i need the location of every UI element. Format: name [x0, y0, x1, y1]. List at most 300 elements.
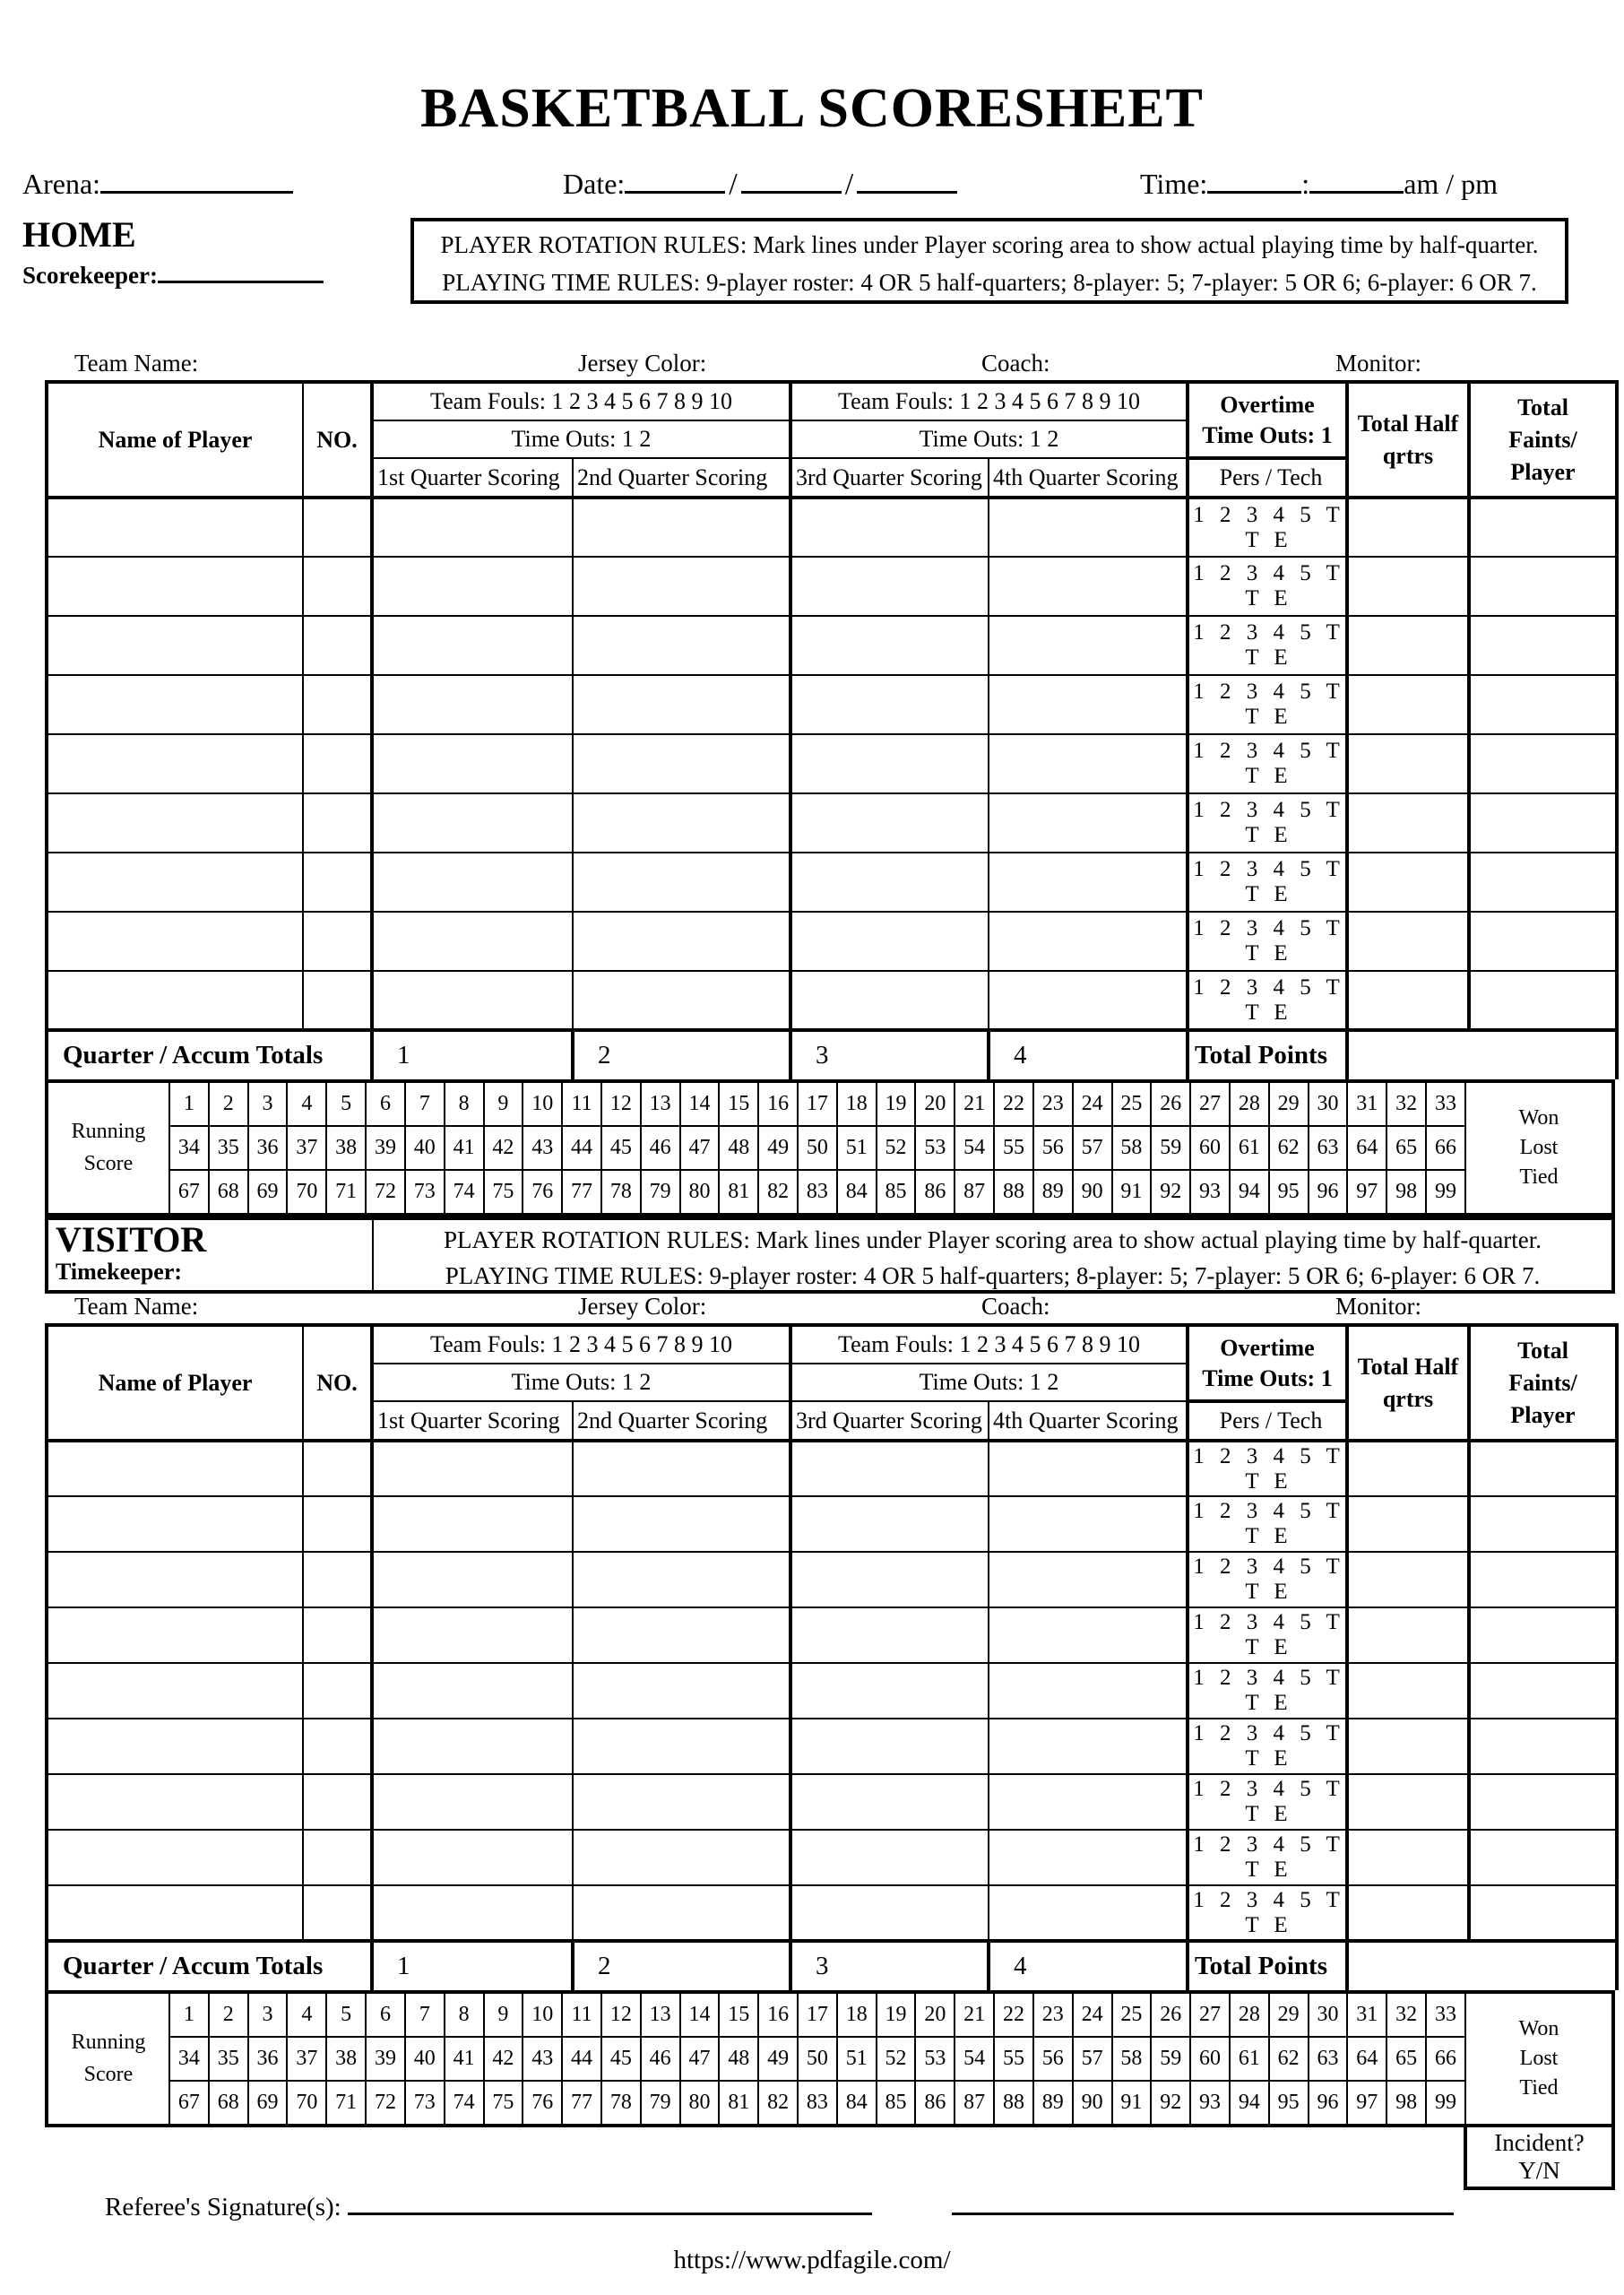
total-faints-cell[interactable] — [1469, 1830, 1617, 1885]
scorekeeper-field — [22, 259, 324, 290]
q1-scoring-header: 1st Quarter Scoring — [372, 458, 573, 498]
total-half-qrtrs-cell[interactable] — [1347, 675, 1469, 734]
q4-scoring-cell[interactable] — [989, 1719, 1188, 1774]
running-score-number: 9 — [484, 1992, 523, 2037]
q1-scoring-cell[interactable] — [372, 1441, 573, 1496]
q1-scoring-cell[interactable] — [372, 1663, 573, 1719]
running-score-number: 59 — [1151, 1126, 1190, 1170]
total-faints-cell[interactable] — [1469, 1441, 1617, 1496]
player-row — [47, 793, 1617, 853]
total-half-qrtrs-cell[interactable] — [1347, 1552, 1469, 1607]
q4-scoring-cell[interactable] — [989, 557, 1188, 616]
q2-scoring-cell[interactable] — [573, 1830, 790, 1885]
running-score-number: 58 — [1112, 2037, 1152, 2081]
time-hour-input[interactable] — [1207, 164, 1301, 194]
running-score-number: 5 — [326, 1992, 366, 2037]
running-score-number: 33 — [1426, 1992, 1465, 2037]
player-number-cell[interactable] — [303, 1885, 372, 1941]
q2-scoring-cell[interactable] — [573, 1552, 790, 1607]
running-score-number: 65 — [1386, 1126, 1426, 1170]
arena-field — [22, 164, 293, 201]
visitor-score-table-block — [45, 1323, 1619, 2190]
running-score-number: 73 — [405, 1170, 445, 1215]
total-faints-cell[interactable] — [1469, 1607, 1617, 1663]
running-score-number: 29 — [1269, 1992, 1309, 2037]
running-score-number: 37 — [287, 1126, 326, 1170]
running-score-number: 76 — [523, 1170, 562, 1215]
q3-scoring-cell[interactable] — [790, 912, 989, 971]
total-half-qrtrs-cell[interactable] — [1347, 734, 1469, 793]
player-number-cell[interactable] — [303, 1496, 372, 1552]
total-faints-player-header: Total Faints/ Player — [1469, 1325, 1617, 1441]
running-score-number: 75 — [484, 1170, 523, 1215]
q3-scoring-cell[interactable] — [790, 1441, 989, 1496]
q3-total-cell[interactable]: 3 — [790, 1941, 989, 1990]
q4-scoring-cell[interactable] — [989, 675, 1188, 734]
player-name-cell[interactable] — [47, 971, 303, 1030]
running-score-number: 89 — [1033, 2081, 1073, 2126]
personal-tech-fouls-scale: 1 2 3 4 5 T T E — [1188, 675, 1347, 734]
running-score-number: 96 — [1309, 2081, 1348, 2126]
date-label: Date: — [563, 168, 626, 200]
q3-scoring-cell[interactable] — [790, 1774, 989, 1830]
rules-line-1: PLAYER ROTATION RULES: Mark lines under Player scoring area to show actual playing time by half-quarter. — [443, 1226, 1542, 1253]
q4-total-cell[interactable]: 4 — [989, 1030, 1188, 1079]
q2-scoring-cell[interactable] — [573, 1719, 790, 1774]
running-score-number: 76 — [523, 2081, 562, 2126]
running-score-number: 63 — [1309, 1126, 1348, 1170]
q3-scoring-cell[interactable] — [790, 1607, 989, 1663]
q1-scoring-cell[interactable] — [372, 1607, 573, 1663]
total-half-qrtrs-cell[interactable] — [1347, 616, 1469, 675]
q3-scoring-cell[interactable] — [790, 1885, 989, 1941]
player-number-cell[interactable] — [303, 1830, 372, 1885]
running-score-number: 55 — [994, 1126, 1033, 1170]
q2-total-cell[interactable]: 2 — [573, 1941, 790, 1990]
running-score-number: 64 — [1347, 2037, 1386, 2081]
player-name-cell[interactable] — [47, 675, 303, 734]
running-score-number: 93 — [1190, 2081, 1230, 2126]
running-score-number: 70 — [287, 2081, 326, 2126]
q3-scoring-cell[interactable] — [790, 1496, 989, 1552]
q2-scoring-header: 2nd Quarter Scoring — [573, 458, 790, 498]
arena-input[interactable] — [100, 164, 293, 194]
running-score-number: 98 — [1386, 1170, 1426, 1215]
player-number-cell[interactable] — [303, 1663, 372, 1719]
running-score-number: 31 — [1347, 1081, 1386, 1126]
player-number-cell[interactable] — [303, 793, 372, 853]
rules-box — [410, 218, 1568, 304]
total-half-qrtrs-cell[interactable] — [1347, 1607, 1469, 1663]
q4-scoring-cell[interactable] — [989, 853, 1188, 912]
total-faints-cell[interactable] — [1469, 971, 1617, 1030]
running-score-number: 42 — [484, 2037, 523, 2081]
pdfagile-url-link[interactable]: https://www.pdfagile.com/ — [673, 2246, 951, 2274]
running-score-number: 60 — [1190, 1126, 1230, 1170]
q2-scoring-cell[interactable] — [573, 1663, 790, 1719]
total-faints-cell[interactable] — [1469, 1885, 1617, 1941]
running-score-number: 83 — [798, 2081, 837, 2126]
player-row — [47, 971, 1617, 1030]
player-number-cell[interactable] — [303, 1441, 372, 1496]
running-score-number: 86 — [915, 2081, 955, 2126]
running-score-number: 17 — [798, 1081, 837, 1126]
running-score-number: 22 — [994, 1992, 1033, 2037]
total-half-qrtrs-cell[interactable] — [1347, 1885, 1469, 1941]
running-score-row — [47, 1081, 1613, 1126]
time-minute-input[interactable] — [1309, 164, 1404, 194]
total-faints-cell[interactable] — [1469, 616, 1617, 675]
running-score-number: 20 — [915, 1992, 955, 2037]
personal-tech-fouls-scale: 1 2 3 4 5 T T E — [1188, 734, 1347, 793]
player-name-cell[interactable] — [47, 793, 303, 853]
running-score-number: 13 — [641, 1992, 680, 2037]
player-number-cell[interactable] — [303, 853, 372, 912]
running-score-number: 91 — [1112, 1170, 1152, 1215]
q1-total-cell[interactable]: 1 — [372, 1941, 573, 1990]
running-score-number: 1 — [169, 1081, 209, 1126]
q3-scoring-cell[interactable] — [790, 1830, 989, 1885]
home-main-table — [45, 380, 1619, 1079]
total-faints-cell[interactable] — [1469, 912, 1617, 971]
player-name-cell[interactable] — [47, 912, 303, 971]
personal-tech-fouls-scale: 1 2 3 4 5 T T E — [1188, 1552, 1347, 1607]
running-score-number: 90 — [1073, 1170, 1112, 1215]
running-score-number: 59 — [1151, 2037, 1190, 2081]
player-number-cell[interactable] — [303, 971, 372, 1030]
referee-signature-input-2[interactable] — [952, 2189, 1454, 2215]
q2-scoring-cell[interactable] — [573, 675, 790, 734]
player-name-cell[interactable] — [47, 1496, 303, 1552]
running-score-number: 68 — [209, 2081, 248, 2126]
q4-scoring-cell[interactable] — [989, 1830, 1188, 1885]
running-score-row — [47, 2037, 1613, 2081]
q1-scoring-cell[interactable] — [372, 1885, 573, 1941]
player-number-cell[interactable] — [303, 912, 372, 971]
player-number-cell[interactable] — [303, 616, 372, 675]
running-score-row — [47, 2081, 1613, 2126]
total-half-qrtrs-cell[interactable] — [1347, 1441, 1469, 1496]
q1-scoring-cell[interactable] — [372, 912, 573, 971]
q1-scoring-cell[interactable] — [372, 557, 573, 616]
total-faints-cell[interactable] — [1469, 498, 1617, 557]
running-score-number: 24 — [1073, 1992, 1112, 2037]
running-score-number: 47 — [680, 1126, 720, 1170]
player-number-cell[interactable] — [303, 498, 372, 557]
running-score-number: 72 — [366, 1170, 405, 1215]
q2-scoring-cell[interactable] — [573, 734, 790, 793]
q3-scoring-cell[interactable] — [790, 675, 989, 734]
running-score-number: 2 — [209, 1081, 248, 1126]
visitor-running-score-table — [45, 1990, 1615, 2127]
player-number-cell[interactable] — [303, 1774, 372, 1830]
q3-scoring-cell[interactable] — [790, 1552, 989, 1607]
date-day-input[interactable] — [741, 164, 842, 194]
q4-scoring-cell[interactable] — [989, 1663, 1188, 1719]
q3-scoring-cell[interactable] — [790, 971, 989, 1030]
q3-scoring-cell[interactable] — [790, 1663, 989, 1719]
scorekeeper-input[interactable] — [158, 259, 324, 283]
personal-tech-fouls-scale: 1 2 3 4 5 T T E — [1188, 498, 1347, 557]
q3-total-cell[interactable]: 3 — [790, 1030, 989, 1079]
player-number-cell[interactable] — [303, 675, 372, 734]
running-score-number: 30 — [1309, 1992, 1348, 2037]
q4-scoring-cell[interactable] — [989, 1441, 1188, 1496]
running-score-number: 56 — [1033, 2037, 1073, 2081]
q4-scoring-cell[interactable] — [989, 1496, 1188, 1552]
total-half-qrtrs-cell[interactable] — [1347, 853, 1469, 912]
player-name-cell[interactable] — [47, 1552, 303, 1607]
running-score-number: 92 — [1151, 1170, 1190, 1215]
total-faints-cell[interactable] — [1469, 1552, 1617, 1607]
incident-box[interactable] — [1464, 2127, 1615, 2190]
running-score-number: 10 — [523, 1992, 562, 2037]
personal-tech-fouls-scale: 1 2 3 4 5 T T E — [1188, 1496, 1347, 1552]
date-month-input[interactable] — [625, 164, 725, 194]
running-score-number: 54 — [955, 1126, 994, 1170]
running-score-number: 78 — [601, 1170, 641, 1215]
q4-scoring-cell[interactable] — [989, 971, 1188, 1030]
q2-scoring-cell[interactable] — [573, 1774, 790, 1830]
timekeeper-label: Timekeeper: — [56, 1259, 183, 1285]
q4-scoring-cell[interactable] — [989, 1885, 1188, 1941]
visitor-running-score-grid — [47, 1992, 1613, 2126]
q2-scoring-cell[interactable] — [573, 557, 790, 616]
running-score-number: 3 — [248, 1992, 288, 2037]
q3-scoring-cell[interactable] — [790, 734, 989, 793]
personal-tech-fouls-scale: 1 2 3 4 5 T T E — [1188, 1885, 1347, 1941]
q4-scoring-cell[interactable] — [989, 498, 1188, 557]
running-score-number: 96 — [1309, 1170, 1348, 1215]
player-number-cell[interactable] — [303, 557, 372, 616]
total-half-qrtrs-cell[interactable] — [1347, 1719, 1469, 1774]
q3-scoring-cell[interactable] — [790, 1719, 989, 1774]
q2-scoring-cell[interactable] — [573, 912, 790, 971]
q1-scoring-cell[interactable] — [372, 853, 573, 912]
player-name-cell[interactable] — [47, 616, 303, 675]
total-faints-cell[interactable] — [1469, 734, 1617, 793]
q2-scoring-cell[interactable] — [573, 616, 790, 675]
running-score-number: 77 — [562, 1170, 601, 1215]
running-score-number: 67 — [169, 1170, 209, 1215]
total-faints-cell[interactable] — [1469, 793, 1617, 853]
running-score-number: 44 — [562, 1126, 601, 1170]
total-half-qrtrs-cell[interactable] — [1347, 971, 1469, 1030]
q2-total-cell[interactable]: 2 — [573, 1030, 790, 1079]
personal-tech-fouls-scale: 1 2 3 4 5 T T E — [1188, 793, 1347, 853]
total-faints-cell[interactable] — [1469, 1496, 1617, 1552]
q1-scoring-cell[interactable] — [372, 1719, 573, 1774]
total-half-qrtrs-cell[interactable] — [1347, 498, 1469, 557]
running-score-number: 23 — [1033, 1992, 1073, 2037]
q2-scoring-cell[interactable] — [573, 498, 790, 557]
jersey-color-label: Jersey Color: — [578, 1293, 707, 1320]
won-lost-tied-cell[interactable]: Won Lost Tied — [1465, 1081, 1613, 1215]
player-name-cell[interactable] — [47, 1607, 303, 1663]
player-row — [47, 675, 1617, 734]
player-name-cell[interactable] — [47, 734, 303, 793]
player-name-cell[interactable] — [47, 557, 303, 616]
personal-tech-fouls-scale: 1 2 3 4 5 T T E — [1188, 557, 1347, 616]
q2-scoring-cell[interactable] — [573, 853, 790, 912]
running-score-number: 80 — [680, 2081, 720, 2126]
home-team-info-row — [0, 350, 1624, 377]
personal-tech-fouls-scale: 1 2 3 4 5 T T E — [1188, 1830, 1347, 1885]
visitor-rules-cell — [374, 1220, 1611, 1290]
total-half-qrtrs-cell[interactable] — [1347, 793, 1469, 853]
q2-scoring-cell[interactable] — [573, 1441, 790, 1496]
running-score-number: 28 — [1230, 1081, 1269, 1126]
pers-tech-header: Pers / Tech — [1188, 458, 1347, 498]
running-score-number: 52 — [877, 2037, 916, 2081]
total-faints-cell[interactable] — [1469, 675, 1617, 734]
running-score-number: 48 — [719, 1126, 758, 1170]
player-name-cell[interactable] — [47, 1774, 303, 1830]
total-faints-cell[interactable] — [1469, 557, 1617, 616]
running-score-number: 57 — [1073, 1126, 1112, 1170]
q2-scoring-header: 2nd Quarter Scoring — [573, 1401, 790, 1441]
total-half-qrtrs-cell[interactable] — [1347, 912, 1469, 971]
q3-scoring-cell[interactable] — [790, 498, 989, 557]
referee-signature-input-1[interactable] — [348, 2189, 872, 2215]
q3-scoring-cell[interactable] — [790, 853, 989, 912]
referee-signature-label: Referee's Signature(s): — [105, 2193, 341, 2221]
total-faints-cell[interactable] — [1469, 853, 1617, 912]
total-points-value-cell[interactable] — [1347, 1941, 1617, 1990]
running-score-number: 72 — [366, 2081, 405, 2126]
q1-total-cell[interactable]: 1 — [372, 1030, 573, 1079]
running-score-number: 69 — [248, 1170, 288, 1215]
player-row — [47, 734, 1617, 793]
total-faints-cell[interactable] — [1469, 1719, 1617, 1774]
personal-tech-fouls-scale: 1 2 3 4 5 T T E — [1188, 1607, 1347, 1663]
running-score-number: 46 — [641, 2037, 680, 2081]
running-score-number: 87 — [955, 1170, 994, 1215]
q1-scoring-cell[interactable] — [372, 734, 573, 793]
running-score-number: 86 — [915, 1170, 955, 1215]
total-half-qrtrs-cell[interactable] — [1347, 557, 1469, 616]
player-number-cell[interactable] — [303, 734, 372, 793]
q1-scoring-cell[interactable] — [372, 675, 573, 734]
q4-scoring-cell[interactable] — [989, 1552, 1188, 1607]
total-half-qrtrs-cell[interactable] — [1347, 1774, 1469, 1830]
personal-tech-fouls-scale: 1 2 3 4 5 T T E — [1188, 1663, 1347, 1719]
player-name-cell[interactable] — [47, 1830, 303, 1885]
running-score-number: 53 — [915, 1126, 955, 1170]
date-year-input[interactable] — [857, 164, 957, 194]
q2-scoring-cell[interactable] — [573, 971, 790, 1030]
monitor-label: Monitor: — [1335, 350, 1422, 377]
player-number-cell[interactable] — [303, 1719, 372, 1774]
player-name-cell[interactable] — [47, 1719, 303, 1774]
player-row — [47, 1830, 1617, 1885]
player-name-cell[interactable] — [47, 1663, 303, 1719]
running-score-number: 49 — [758, 1126, 798, 1170]
player-name-cell[interactable] — [47, 1441, 303, 1496]
player-name-cell[interactable] — [47, 853, 303, 912]
running-score-number: 74 — [445, 1170, 484, 1215]
player-name-cell[interactable] — [47, 498, 303, 557]
total-faints-cell[interactable] — [1469, 1774, 1617, 1830]
player-name-cell[interactable] — [47, 1885, 303, 1941]
total-half-qrtrs-cell[interactable] — [1347, 1663, 1469, 1719]
q1-scoring-cell[interactable] — [372, 793, 573, 853]
total-points-value-cell[interactable] — [1347, 1030, 1617, 1079]
running-score-number: 99 — [1426, 1170, 1465, 1215]
running-score-number: 85 — [877, 2081, 916, 2126]
running-score-number: 36 — [248, 1126, 288, 1170]
q1-scoring-cell[interactable] — [372, 1830, 573, 1885]
q2-scoring-cell[interactable] — [573, 1885, 790, 1941]
player-row — [47, 912, 1617, 971]
running-score-number: 74 — [445, 2081, 484, 2126]
q3-scoring-cell[interactable] — [790, 616, 989, 675]
running-score-number: 9 — [484, 1081, 523, 1126]
q4-scoring-cell[interactable] — [989, 1774, 1188, 1830]
q1-scoring-cell[interactable] — [372, 1552, 573, 1607]
q4-scoring-cell[interactable] — [989, 616, 1188, 675]
running-score-number: 92 — [1151, 2081, 1190, 2126]
running-score-number: 14 — [680, 1992, 720, 2037]
q1-scoring-cell[interactable] — [372, 1774, 573, 1830]
player-row — [47, 1719, 1617, 1774]
q1-scoring-cell[interactable] — [372, 616, 573, 675]
q2-scoring-cell[interactable] — [573, 1607, 790, 1663]
running-score-number: 99 — [1426, 2081, 1465, 2126]
total-half-qrtrs-cell[interactable] — [1347, 1830, 1469, 1885]
player-number-cell[interactable] — [303, 1552, 372, 1607]
q4-scoring-cell[interactable] — [989, 734, 1188, 793]
total-half-qrtrs-cell[interactable] — [1347, 1496, 1469, 1552]
name-of-player-header: Name of Player — [47, 1325, 303, 1441]
total-faints-cell[interactable] — [1469, 1663, 1617, 1719]
q1-scoring-cell[interactable] — [372, 498, 573, 557]
q3-scoring-cell[interactable] — [790, 557, 989, 616]
running-score-number: 34 — [169, 1126, 209, 1170]
running-score-number: 21 — [955, 1081, 994, 1126]
q4-scoring-cell[interactable] — [989, 1607, 1188, 1663]
running-score-number: 46 — [641, 1126, 680, 1170]
incident-label: Incident? — [1494, 2129, 1585, 2156]
running-score-number: 65 — [1386, 2037, 1426, 2081]
home-score-table-block — [45, 380, 1619, 1294]
q4-total-cell[interactable]: 4 — [989, 1941, 1188, 1990]
personal-tech-fouls-scale: 1 2 3 4 5 T T E — [1188, 912, 1347, 971]
quarter-accum-totals-label: Quarter / Accum Totals — [47, 1941, 372, 1990]
coach-label: Coach: — [981, 1293, 1050, 1320]
running-score-number: 28 — [1230, 1992, 1269, 2037]
q1-scoring-cell[interactable] — [372, 1496, 573, 1552]
q2-scoring-cell[interactable] — [573, 793, 790, 853]
running-score-number: 94 — [1230, 1170, 1269, 1215]
running-score-number: 15 — [719, 1081, 758, 1126]
player-number-cell[interactable] — [303, 1607, 372, 1663]
q3-scoring-cell[interactable] — [790, 793, 989, 853]
q4-scoring-cell[interactable] — [989, 912, 1188, 971]
personal-tech-fouls-scale: 1 2 3 4 5 T T E — [1188, 1719, 1347, 1774]
running-score-number: 25 — [1112, 1992, 1152, 2037]
won-lost-tied-cell[interactable]: Won Lost Tied — [1465, 1992, 1613, 2126]
q1-scoring-cell[interactable] — [372, 971, 573, 1030]
running-score-number: 62 — [1269, 1126, 1309, 1170]
q4-scoring-cell[interactable] — [989, 793, 1188, 853]
q2-scoring-cell[interactable] — [573, 1496, 790, 1552]
player-row — [47, 1607, 1617, 1663]
running-score-number: 26 — [1151, 1081, 1190, 1126]
running-score-number: 27 — [1190, 1992, 1230, 2037]
running-score-number: 73 — [405, 2081, 445, 2126]
player-row — [47, 853, 1617, 912]
